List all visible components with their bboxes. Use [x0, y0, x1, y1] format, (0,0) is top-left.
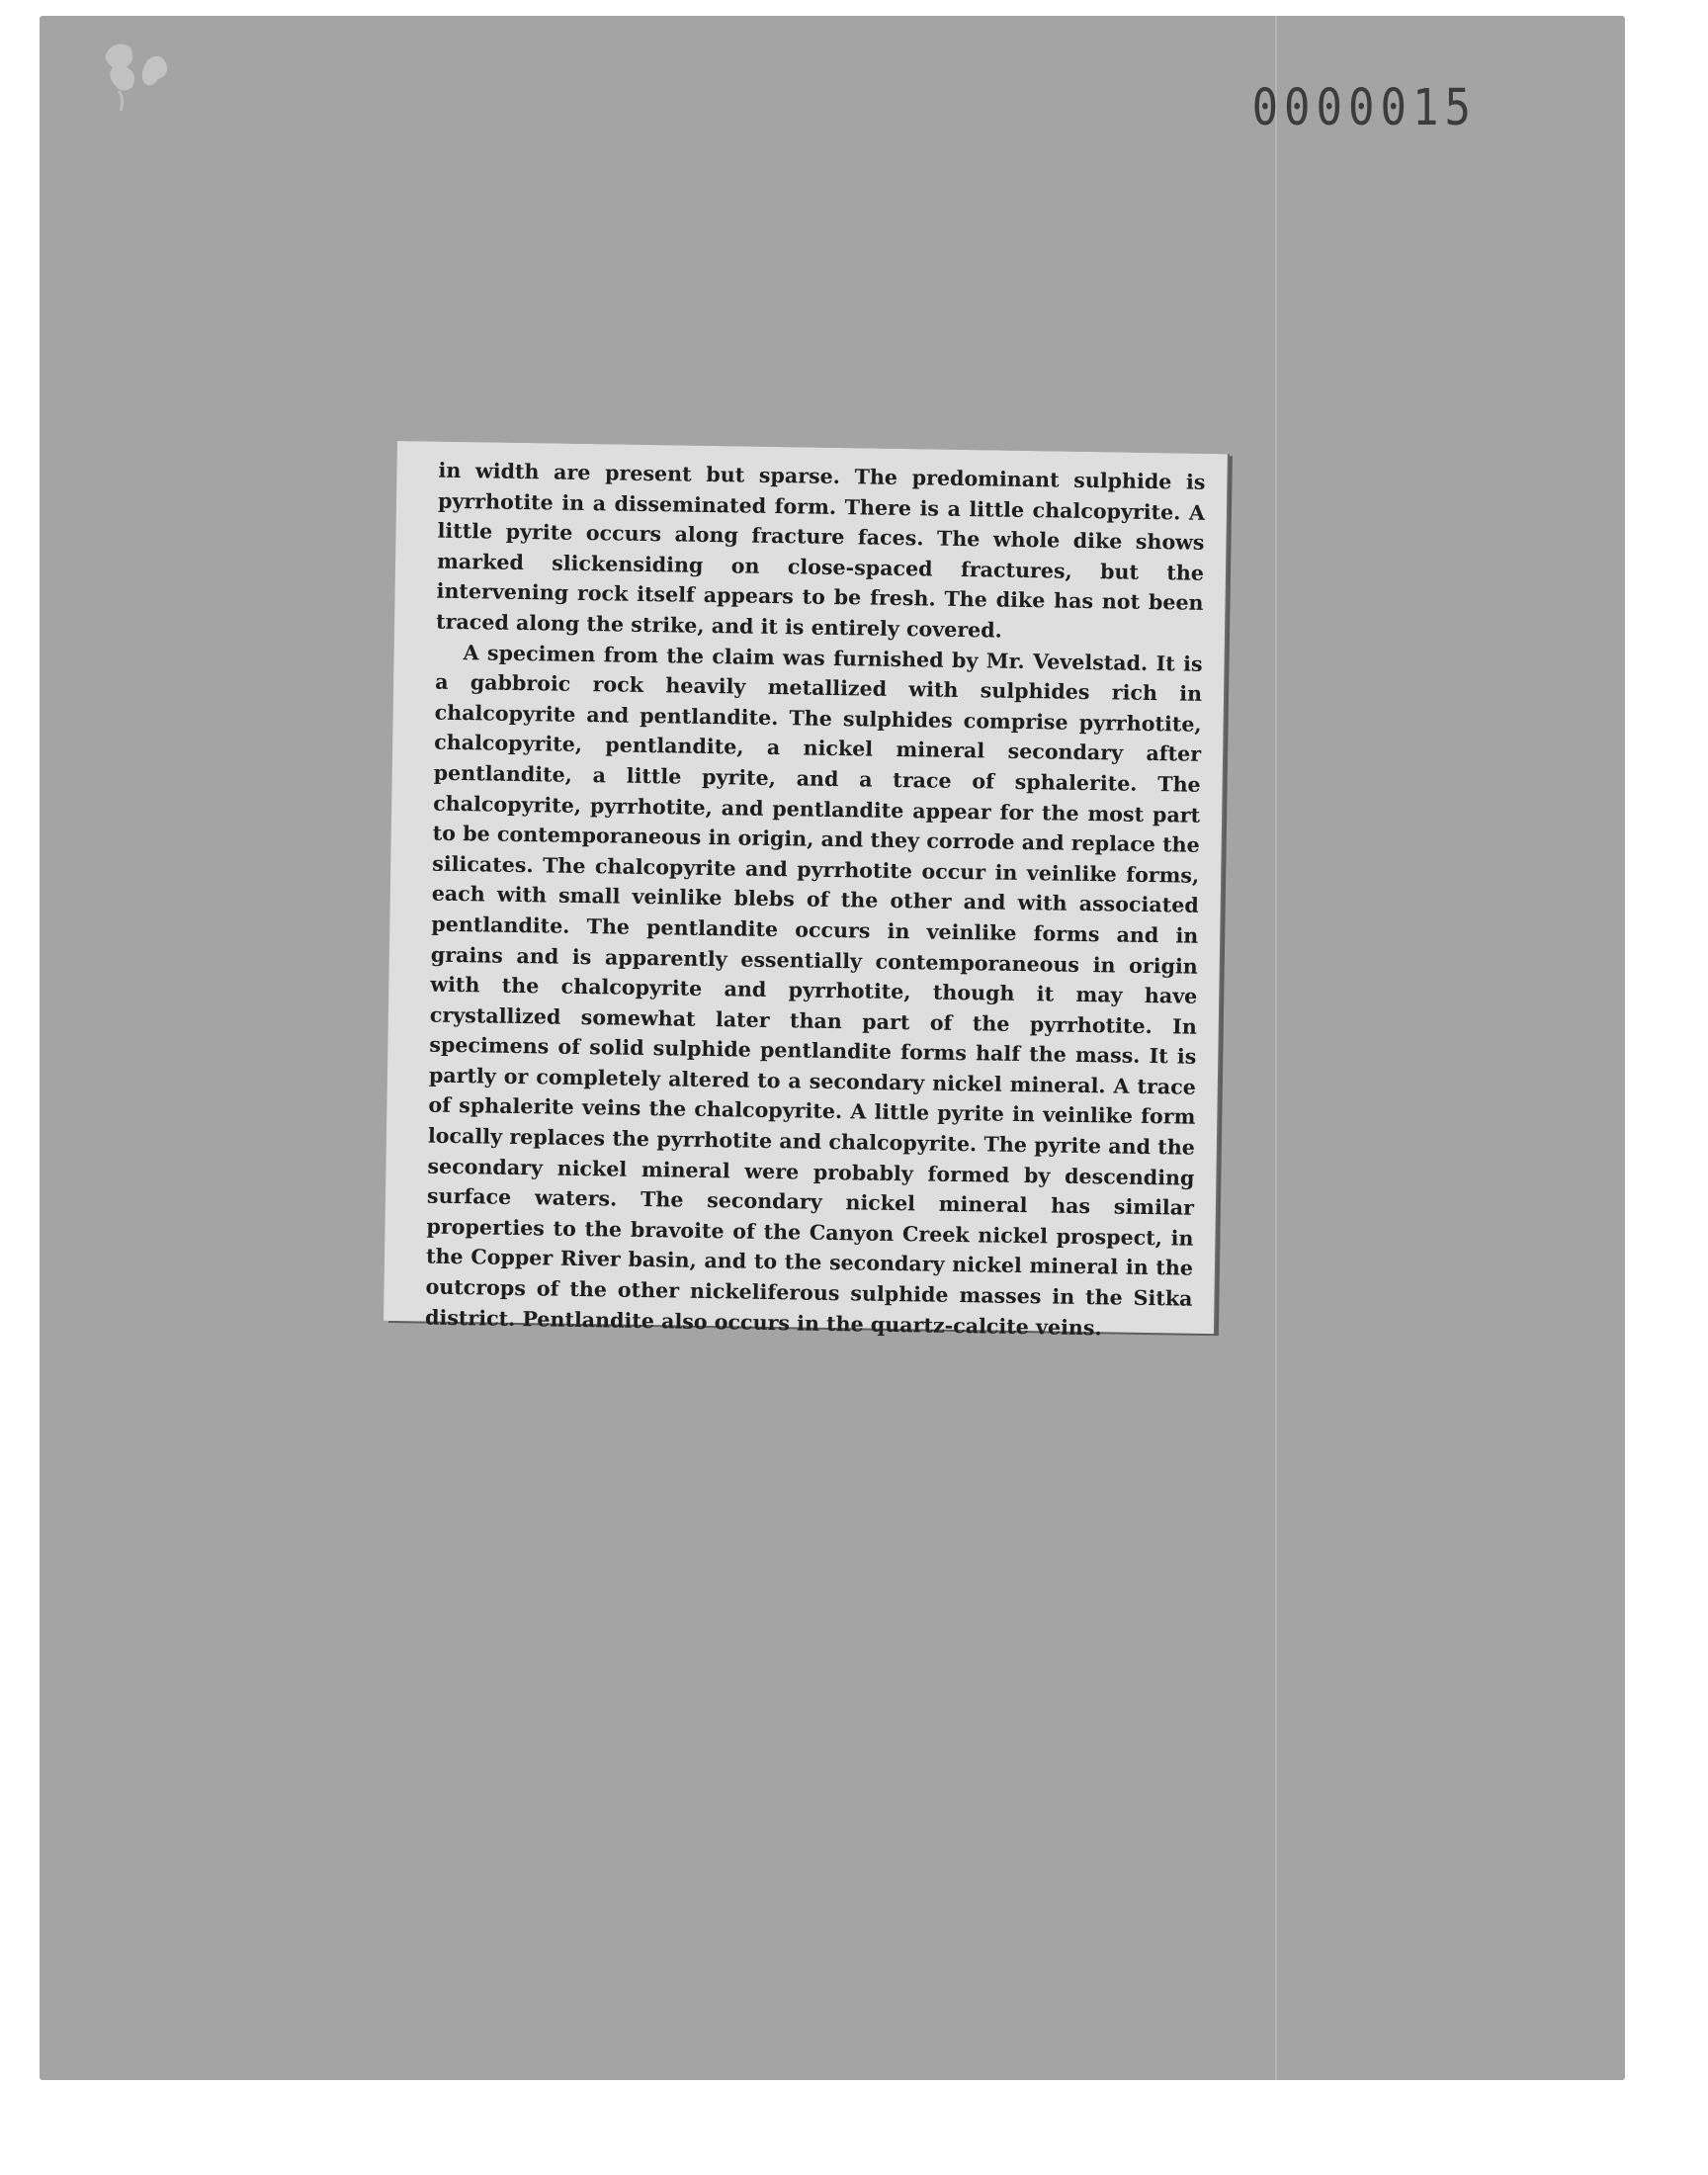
- document-stamp-number: 0000015: [1251, 79, 1477, 137]
- clipping-paragraph-2: A specimen from the claim was furnished by Mr. Vevelstad. It is a gabbroic rock heavily metallized with sulphides rich in chalcopyrite and pentlandite. The sulphides comprise pyrrhotite, chalcopyrite, pentlandite, a nickel mineral secondary after pentlandite, a little pyrite, and a trace of sphalerite. The chalcopyrite, pyrrhotite, and pentlandite appear for the most part to be contemporaneous in origin, and they corrode and replace the silicates. The chalcopyrite and pyrrhotite occur in veinlike forms, each with small veinlike blebs of the other and with associated pentlandite. The pentlandite occurs in veinlike forms and in grains and is apparently essentially contemporaneous in origin with the chalcopyrite and pyrrhotite, though it may have crystallized somewhat later than part of the pyrrhotite. In specimens of solid sulphide pentlandite forms half the mass. It is partly or completely altered to a secondary nickel mineral. A trace of sphalerite veins the chalcopyrite. A little pyrite in veinlike form locally replaces the pyrrhotite and chalcopyrite. The pyrite and the secondary nickel mineral were probably formed by descending surface waters. The secondary nickel mineral has similar properties to the bravoite of the Canyon Creek nickel prospect, in the Copper River basin, and to the secondary nickel mineral in the outcrops of the other nickeliferous sulphide masses in the Sitka district. Pentlandite also occurs in the quartz-calcite veins.: [424, 640, 1203, 1340]
- clipping-paragraph-1: in width are present but sparse. The predominant sulphide is pyrrhotite in a disseminated form. There is a little chalcopyrite. A little pyrite occurs along fracture faces. The whole dike shows marked slickensiding on close-spaced fractures, but the intervening rock itself appears to be fresh. The dike has not been traced along the strike, and it is entirely covered.: [435, 458, 1206, 643]
- scanned-page: [40, 16, 1625, 2080]
- page-fold-line: [1275, 16, 1277, 2080]
- corner-smudge-mark: [79, 30, 188, 129]
- article-clipping: [384, 441, 1228, 1340]
